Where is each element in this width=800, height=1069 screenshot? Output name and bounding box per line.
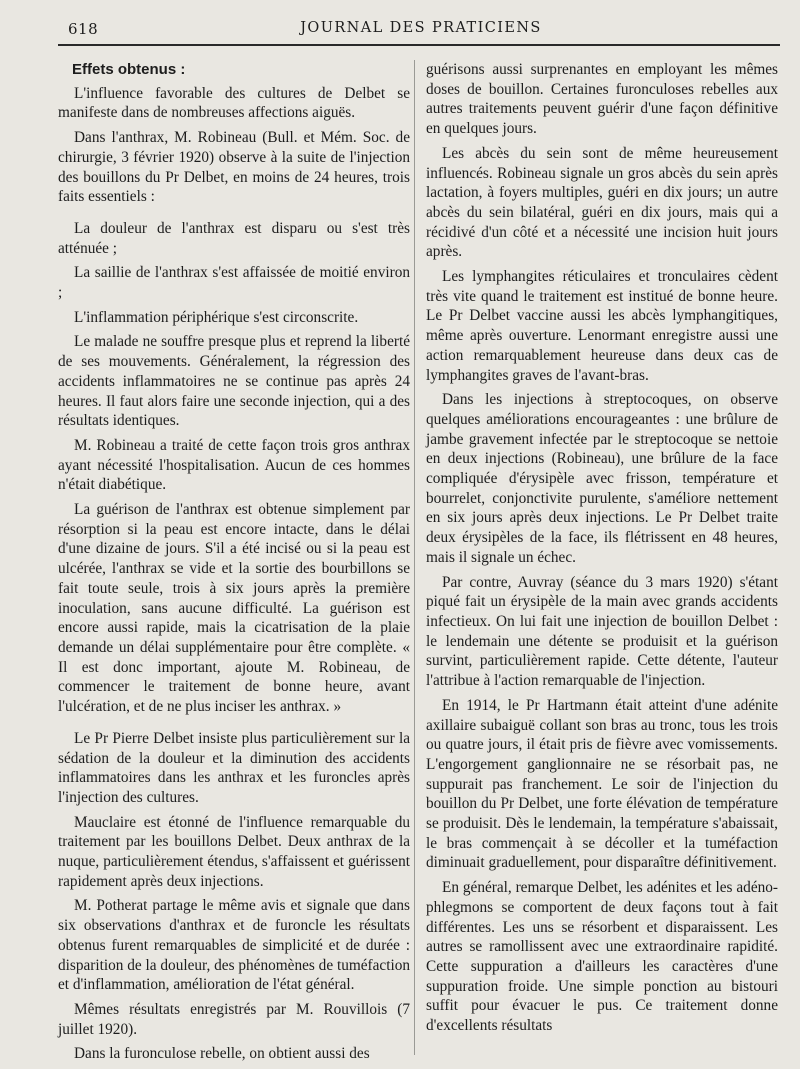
page-header: [62, 18, 780, 40]
paragraph: La guérison de l'anthrax est obtenue simplement par résorption si la peau est encore intacte, dans le délai d'une dizaine de jours. S'il a été incisé ou si la peau est ulcérée, l'anthrax se vide et la sortie des bourbillons se fait toute seule, trois à six jours après la première inoculation, sans aucune difficulté. La guérison est encore aussi rapide, mais la cicatrisation de la plaie demande un délai supplémentaire pour être complète. « Il est donc important, ajoute M. Robineau, de commencer le traitement de bonne heure, avant l'ulcération, et de ne plus inciser les anthrax. »: [58, 501, 410, 716]
paragraph: Dans l'anthrax, M. Robineau (Bull. et Mém. Soc. de chirurgie, 3 février 1920) observe à la suite de l'injection des bouillons du Pr Delbet, en moins de 24 heures, trois faits essentiels :: [58, 129, 410, 206]
paragraph: En général, remarque Delbet, les adénites et les adéno-phlegmons se comportent de deux façons tout à fait différentes. Les uns se résorbent et disparaissent. Les autres se ramollissent avec une extraordinaire rapidité. Cette suppuration a d'ailleurs les caractères d'une suppuration froide. Une simple ponction au bistouri suffit pour évacuer le pus. Ce traitement donne d'excellents résultats: [426, 879, 778, 1035]
paragraph: La saillie de l'anthrax s'est affaissée de moitié environ ;: [58, 264, 410, 302]
header-rule: [58, 44, 780, 46]
paragraph: Mauclaire est étonné de l'influence remarquable du traitement par les bouillons Delbet. Deux anthrax de la nuque, particulièrement étendus, s'affaissent et guérissent rapidement après deux injections.: [58, 813, 410, 890]
paragraph: M. Robineau a traité de cette façon trois gros anthrax ayant nécessité l'hospitalisation. Aucun de ces hommes n'était diabétique.: [58, 436, 410, 494]
paragraph: M. Potherat partage le même avis et signale que dans six observations d'anthrax et de furoncle les résultats obtenus furent remarquables de simplicité et de durée : disparition de la douleur, des phénomènes de tuméfaction et d'inflammation, amélioration de l'état général.: [58, 897, 410, 994]
paragraph: Dans la furonculose rebelle, on obtient aussi des: [74, 1045, 370, 1063]
paragraph: Les lymphangites réticulaires et tronculaires cèdent très vite quand le traitement est institué de bonne heure. Le Pr Delbet vaccine aussi les abcès lymphangitiques, même après ouverture. Lenormant enregistre aussi une action remarquablement heureuse dans deux cas de lymphangites graves de l'avant-bras.: [426, 268, 778, 384]
page-number: 618: [68, 20, 99, 38]
paragraph: La douleur de l'anthrax est disparu ou s'est très atténuée ;: [58, 219, 410, 257]
paragraph: Mêmes résultats enregistrés par M. Rouvillois (7 juillet 1920).: [58, 1000, 410, 1038]
paragraph: guérisons aussi surprenantes en employant les mêmes doses de bouillon. Certaines furonculoses rebelles aux autres traitements peuvent guérir d'une façon définitive en quelques jours.: [426, 61, 778, 138]
paragraph: Dans les injections à streptocoques, on observe quelques améliorations encourageantes : une brûlure de jambe gravement infectée par le streptocoque se nettoie en deux injections (Robineau), une brûlure de la face compliquée d'érysipèle avec frisson, température et bourrelet, conjonctivite purulente, s'améliore nettement en six jours après deux injections. Le Pr Delbet traite deux érysipèles de la face, ils flétrissent en 48 heures, mais il signale un échec.: [426, 391, 778, 566]
paragraph: En 1914, le Pr Hartmann était atteint d'une adénite axillaire subaiguë collant son bras au tronc, tous les trois ou quatre jours, il était pris de fièvre avec vomissements. L'engorgement ganglionnaire ne se résorbait pas, ne suppurait pas franchement. Le soir de l'injection du bouillon du Pr Delbet, une forte élévation de température se produisit. Dès le lendemain, la température s'abaissait, le bras commençait à se décoller et la tuméfaction diminuait graduellement, pour disparaître définitivement.: [426, 696, 778, 872]
paragraph: L'influence favorable des cultures de Delbet se manifeste dans de nombreuses affections aiguës.: [58, 84, 410, 122]
paragraph: L'inflammation périphérique s'est circonscrite.: [74, 308, 359, 326]
left-column: [58, 60, 410, 1069]
column-divider: [414, 60, 415, 1055]
right-column: [426, 60, 778, 1041]
paragraph: Les abcès du sein sont de même heureusement influencés. Robineau signale un gros abcès du sein après lactation, à foyers multiples, guéri en dix jours; un autre abcès du sein bilatéral, guéri en dix jours, mais qui a récidivé d'un côté et a nécessité une incision huit jours après.: [426, 144, 778, 261]
section-heading: Effets obtenus :: [72, 61, 186, 78]
journal-title: JOURNAL DES PRATICIENS: [300, 20, 542, 36]
paragraph: Par contre, Auvray (séance du 3 mars 1920) s'étant piqué fait un érysipèle de la main avec grands accidents infectieux. On lui fait une injection de bouillon Delbet : le lendemain une détente se produisit et la guérison survint, particulièrement rapide. Cette détente, l'auteur l'attribue à l'action remarquable de l'injection.: [426, 573, 778, 690]
paragraph: Le malade ne souffre presque plus et reprend la liberté de ses mouvements. Généralement, la régression des accidents inflammatoires ne se continue pas après 24 heures. Il faut alors faire une seconde injection, qui a des résultats identiques.: [58, 333, 410, 430]
paragraph: Le Pr Pierre Delbet insiste plus particulièrement sur la sédation de la douleur et la diminution des accidents inflammatoires dans les anthrax et les furoncles après l'injection des cultures.: [58, 729, 410, 806]
